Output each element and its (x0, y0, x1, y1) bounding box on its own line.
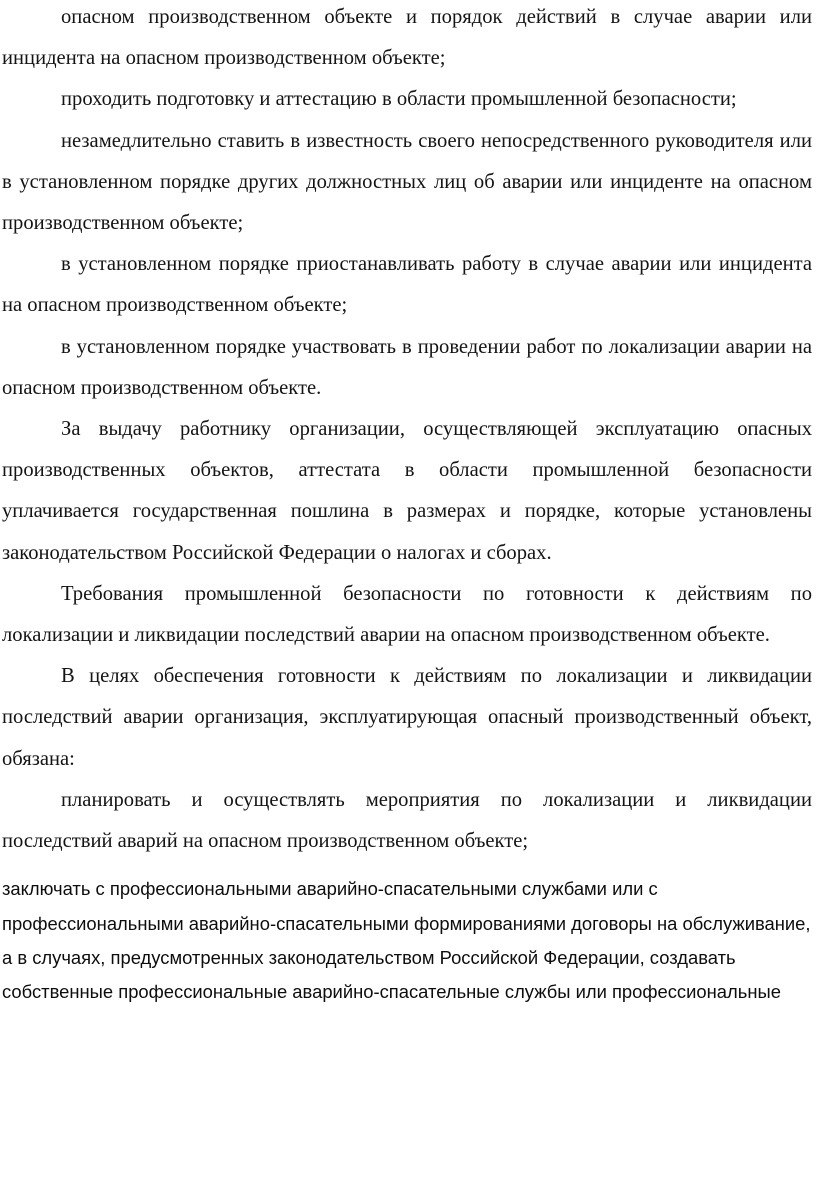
paragraph-3: незамедлительно ставить в известность своего непосредственного руководителя или в установленном порядке других должностных лиц об аварии или инциденте на опасном производственном объекте; (2, 129, 812, 235)
document-body (2, 0, 812, 862)
paragraph-4: в установленном порядке приостанавливать работу в случае аварии или инцидента на опасном производственном объекте; (2, 253, 812, 317)
paragraph-1: опасном производственном объекте и порядок действий в случае аварии или инцидента на опасном производственном объекте; (2, 6, 812, 70)
paragraph-5: в установленном порядке участвовать в проведении работ по локализации аварии на опасном производственном объекте. (2, 335, 812, 399)
paragraph-6: За выдачу работнику организации, осуществляющей эксплуатацию опасных производственных объектов, аттестата в области промышленной безопасности уплачивается государственная пошлина в размерах и порядке, которые установлены законодательством Российской Федерации о налогах и сборах. (2, 418, 812, 564)
paragraph-2: проходить подготовку и аттестацию в области промышленной безопасности; (61, 88, 737, 111)
paragraph-8: В целях обеспечения готовности к действиям по локализации и ликвидации последствий аварии организация, эксплуатирующая опасный производственный объект, обязана: (2, 665, 812, 770)
paragraph-7: Требования промышленной безопасности по готовности к действиям по локализации и ликвидации последствий аварии на опасном производственном объекте. (2, 582, 812, 647)
paragraph-10: заключать с профессиональными аварийно-спасательными службами или с профессиональными аварийно-спасательными формированиями договоры на обслуживание, а в случаях, предусмотренных законодательством Российской Федерации, создавать собственные профессиональные аварийно-спасательные службы или профессиональные (2, 878, 811, 1003)
paragraph-9: планировать и осуществлять мероприятия по локализации и ликвидации последствий аварий на опасном производственном объекте; (2, 788, 812, 853)
document-body-continuation (2, 872, 812, 1009)
